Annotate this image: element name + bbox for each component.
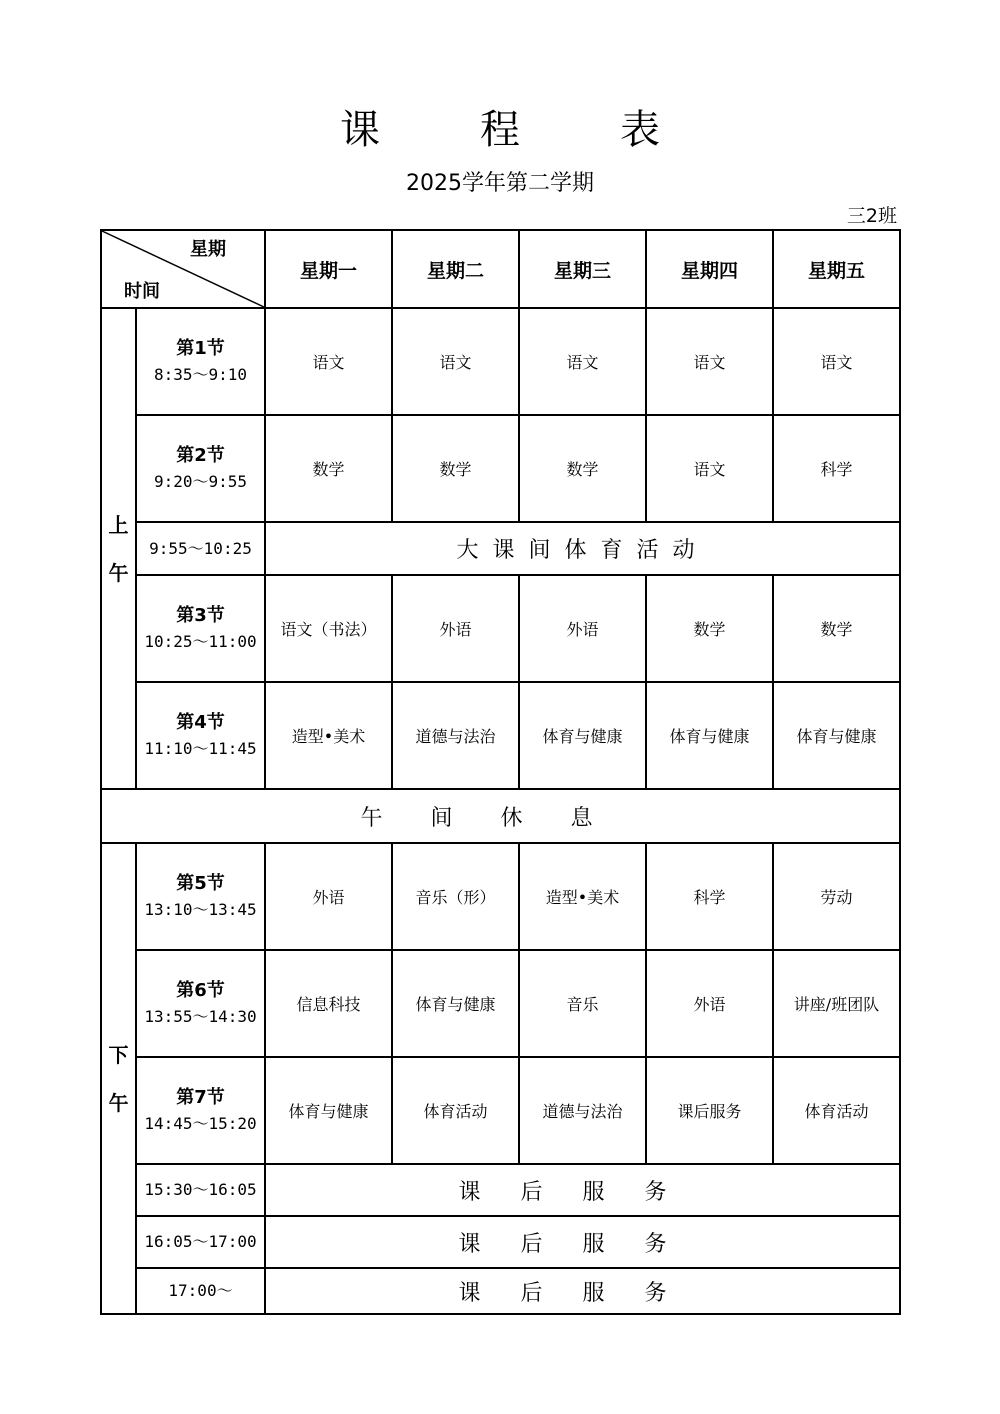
class-name: 三2班 — [846, 205, 897, 227]
subject-cell: 数学 — [265, 415, 392, 522]
subject-cell: 体育活动 — [392, 1057, 519, 1164]
period-row-4 — [101, 682, 900, 789]
period-time: 8:35～9:10 — [153, 364, 248, 384]
time-label: 时间 — [124, 281, 160, 302]
day-header-tue: 星期二 — [392, 230, 519, 308]
subject-cell: 体育与健康 — [646, 682, 773, 789]
subject-cell: 外语 — [392, 575, 519, 682]
break-time: 9:55～10:25 — [136, 522, 265, 575]
subject-cell: 语文 — [773, 308, 900, 415]
period-time: 10:25～11:00 — [144, 631, 257, 651]
subject-cell: 语文 — [392, 308, 519, 415]
morning-char: 上 — [108, 512, 129, 537]
title-char: 课 — [340, 107, 380, 153]
period-time: 11:10～11:45 — [144, 738, 257, 758]
period-name: 第3节 — [176, 604, 225, 626]
period-time-cell — [136, 575, 265, 682]
period-time-cell — [136, 308, 265, 415]
subject-cell: 外语 — [265, 843, 392, 950]
subject-cell: 数学 — [519, 415, 646, 522]
after-school-row-2 — [101, 1216, 900, 1268]
period-time: 14:45～15:20 — [144, 1113, 257, 1133]
subject-cell: 语文（书法） — [265, 575, 392, 682]
period-name: 第5节 — [176, 872, 225, 894]
period-time-cell — [136, 682, 265, 789]
period-time-cell — [136, 843, 265, 950]
subject-cell: 道德与法治 — [392, 682, 519, 789]
day-header-fri: 星期五 — [773, 230, 900, 308]
header-row — [101, 230, 900, 308]
period-name: 第7节 — [176, 1086, 225, 1108]
break-activity-label: 大课间体育活动 — [265, 522, 900, 575]
subject-cell: 道德与法治 — [519, 1057, 646, 1164]
subject-cell: 外语 — [519, 575, 646, 682]
subject-cell: 体育与健康 — [392, 950, 519, 1057]
period-name: 第2节 — [176, 444, 225, 466]
subject-cell: 数学 — [773, 575, 900, 682]
subject-cell: 音乐（形） — [392, 843, 519, 950]
period-time-cell — [136, 415, 265, 522]
subject-cell: 科学 — [773, 415, 900, 522]
break-activity-row — [101, 522, 900, 575]
after-school-row-1 — [101, 1164, 900, 1216]
period-time: 9:20～9:55 — [153, 471, 248, 491]
subject-cell: 音乐 — [519, 950, 646, 1057]
subject-cell: 体育与健康 — [265, 1057, 392, 1164]
subject-cell: 体育与健康 — [773, 682, 900, 789]
period-time: 13:10～13:45 — [144, 899, 257, 919]
period-row-5 — [101, 843, 900, 950]
after-school-time: 17:00～ — [136, 1268, 265, 1314]
noon-break-label: 午间休息 — [101, 789, 900, 843]
noon-break-row — [101, 789, 900, 843]
period-name: 第1节 — [176, 337, 225, 359]
day-header-wed: 星期三 — [519, 230, 646, 308]
day-header-thu: 星期四 — [646, 230, 773, 308]
morning-label — [101, 308, 136, 789]
after-school-label: 课后服务 — [265, 1268, 900, 1314]
period-row-7 — [101, 1057, 900, 1164]
day-header-mon: 星期一 — [265, 230, 392, 308]
period-row-2 — [101, 415, 900, 522]
period-row-6 — [101, 950, 900, 1057]
afternoon-label — [101, 843, 136, 1314]
subject-cell: 外语 — [646, 950, 773, 1057]
schedule-table — [100, 229, 901, 1315]
afternoon-char: 午 — [108, 1090, 129, 1115]
subject-cell: 劳动 — [773, 843, 900, 950]
after-school-time: 15:30～16:05 — [136, 1164, 265, 1216]
subject-cell: 数学 — [646, 575, 773, 682]
period-time-cell — [136, 1057, 265, 1164]
after-school-time: 16:05～17:00 — [136, 1216, 265, 1268]
subject-cell: 语文 — [265, 308, 392, 415]
subject-cell: 体育活动 — [773, 1057, 900, 1164]
subject-cell: 科学 — [646, 843, 773, 950]
subject-cell: 讲座/班团队 — [773, 950, 900, 1057]
period-row-1 — [101, 308, 900, 415]
subject-cell: 造型•美术 — [519, 843, 646, 950]
title-char: 表 — [620, 107, 660, 153]
subject-cell: 课后服务 — [646, 1057, 773, 1164]
subject-cell: 数学 — [392, 415, 519, 522]
page-title — [0, 100, 1000, 160]
period-time-cell — [136, 950, 265, 1057]
period-name: 第4节 — [176, 711, 225, 733]
week-label: 星期 — [190, 239, 226, 260]
semester-subtitle: 2025学年第二学期 — [406, 171, 594, 196]
diagonal-header-cell — [101, 230, 265, 308]
subject-cell: 体育与健康 — [519, 682, 646, 789]
period-name: 第6节 — [176, 979, 225, 1001]
subject-cell: 信息科技 — [265, 950, 392, 1057]
subject-cell: 造型•美术 — [265, 682, 392, 789]
subject-cell: 语文 — [519, 308, 646, 415]
period-time: 13:55～14:30 — [144, 1006, 257, 1026]
title-char: 程 — [480, 107, 520, 153]
subject-cell: 语文 — [646, 415, 773, 522]
after-school-label: 课后服务 — [265, 1216, 900, 1268]
after-school-row-3 — [101, 1268, 900, 1314]
after-school-label: 课后服务 — [265, 1164, 900, 1216]
afternoon-char: 下 — [108, 1042, 129, 1067]
period-row-3 — [101, 575, 900, 682]
morning-char: 午 — [108, 560, 129, 585]
subject-cell: 语文 — [646, 308, 773, 415]
